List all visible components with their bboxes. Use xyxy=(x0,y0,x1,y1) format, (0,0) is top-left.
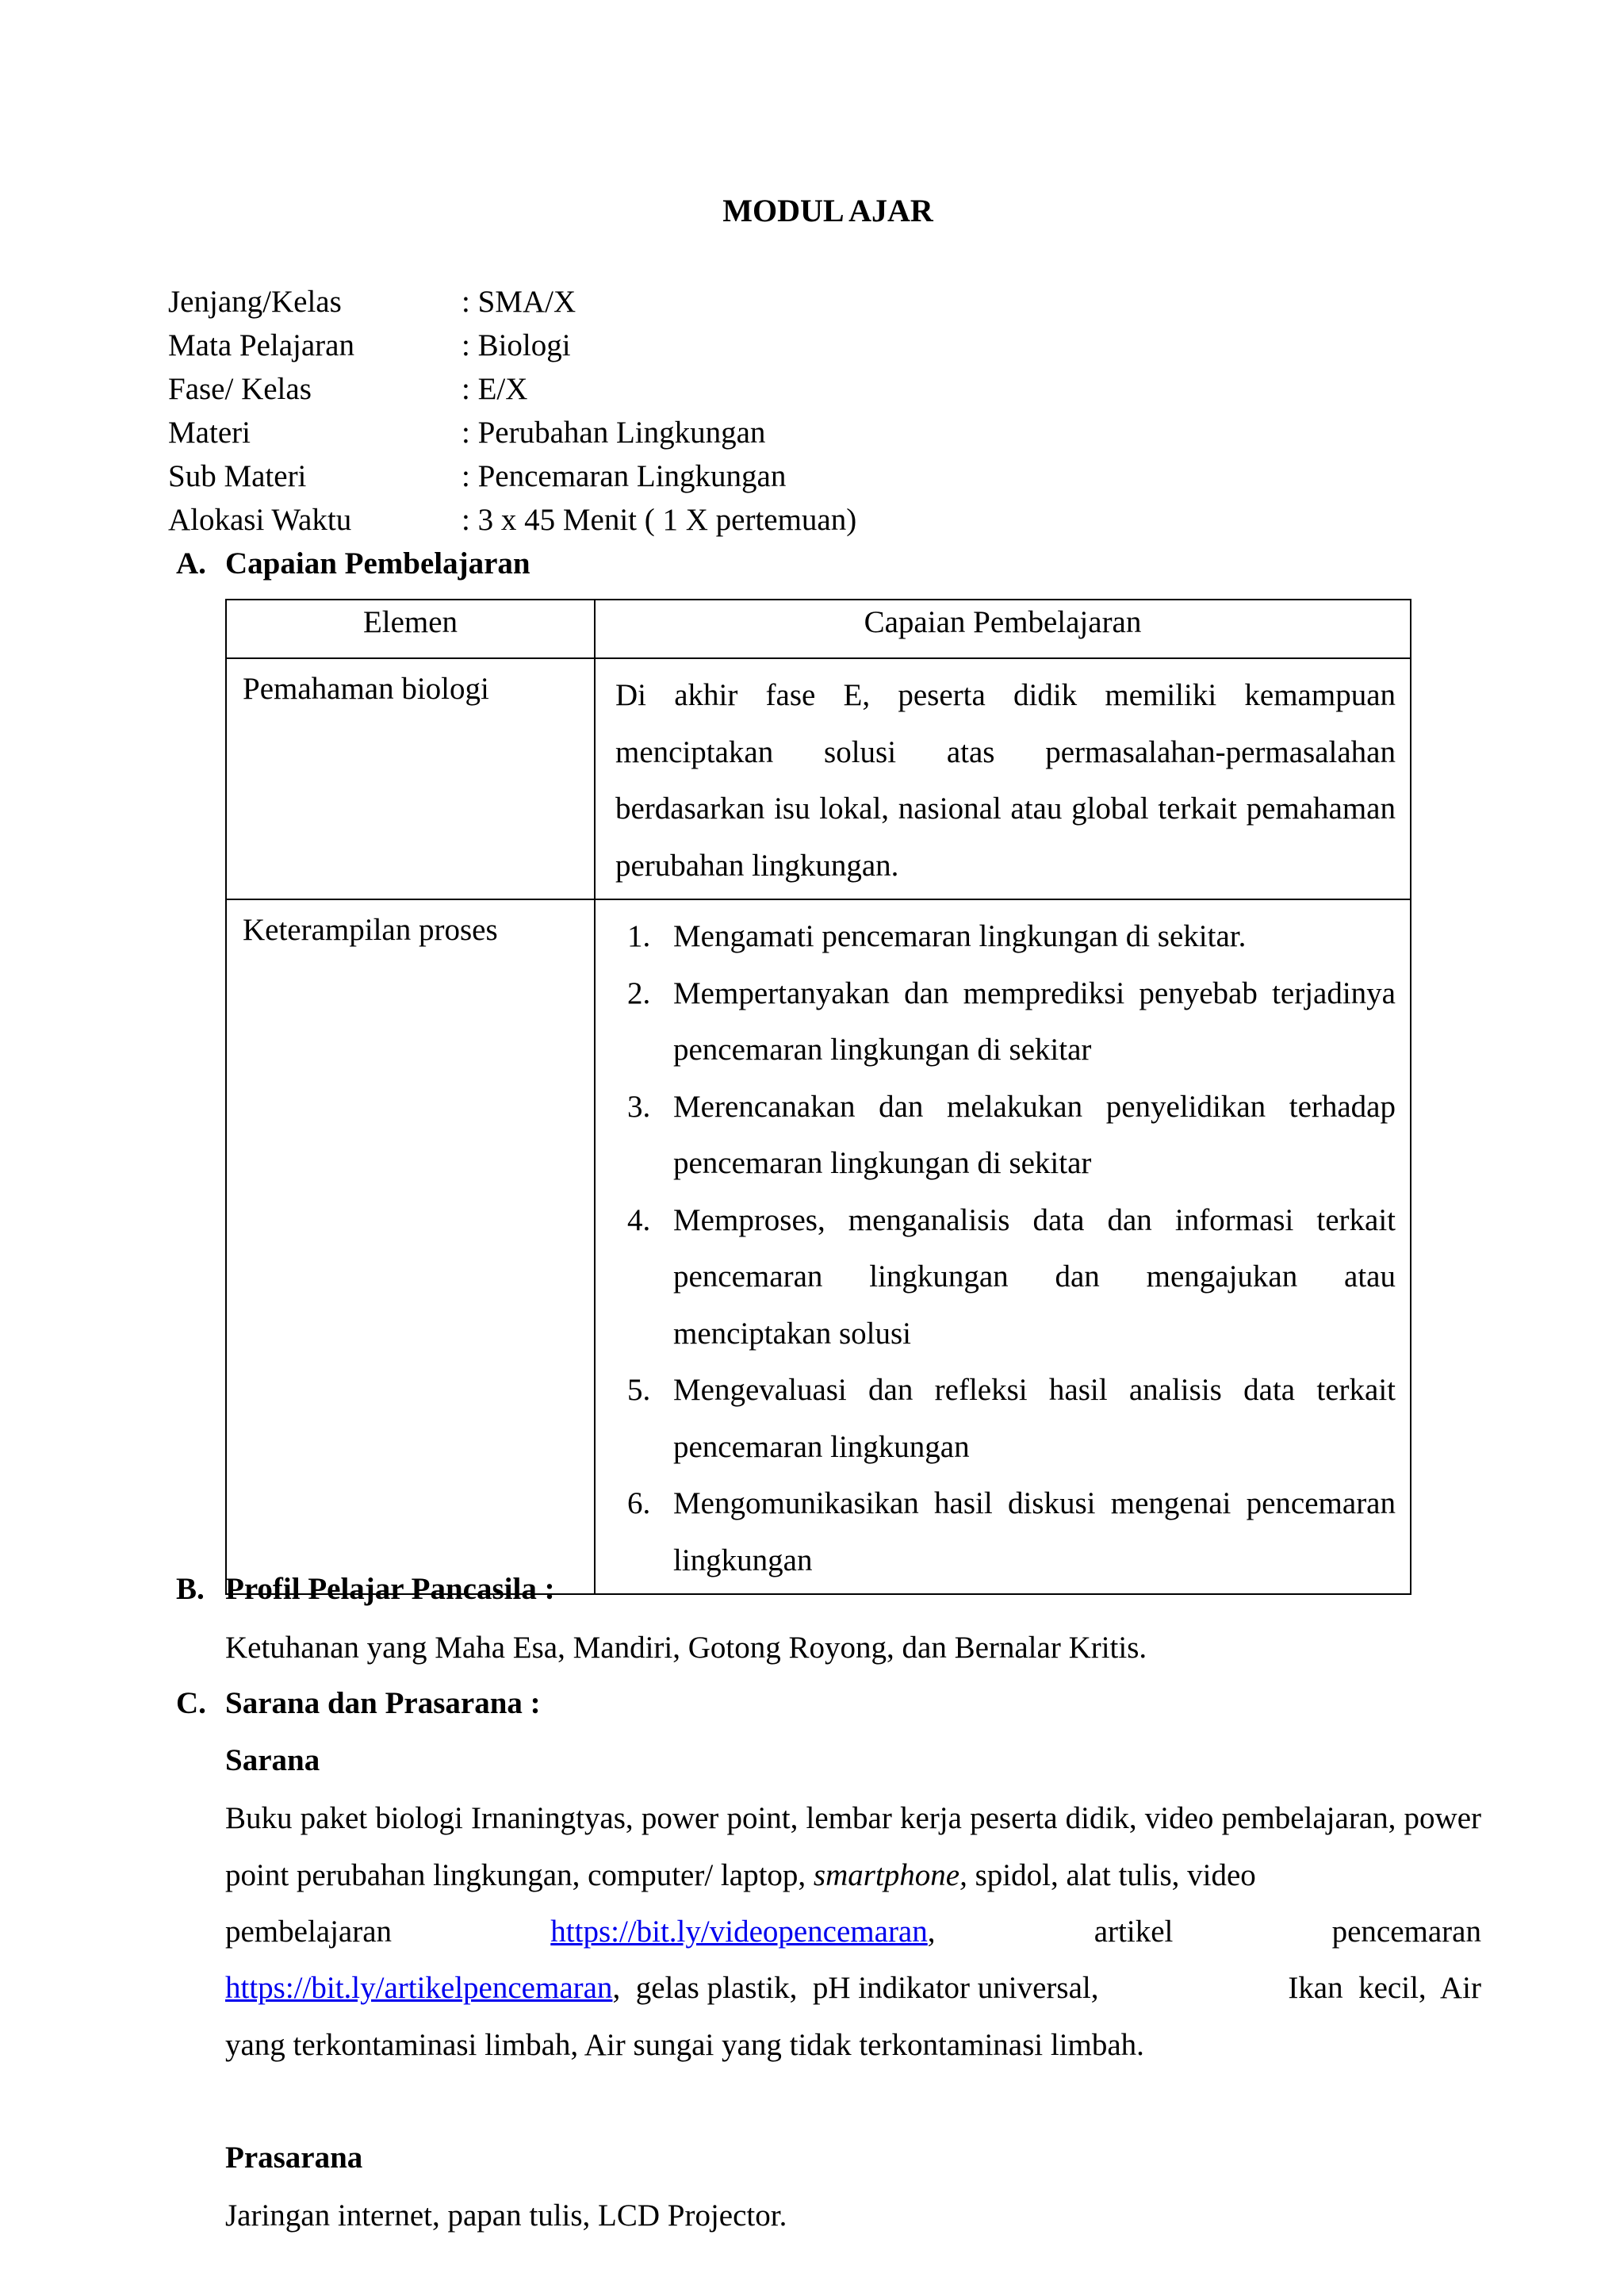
info-label: Sub Materi xyxy=(168,459,307,493)
sarana-line-video xyxy=(225,1903,1481,1961)
info-label: Materi xyxy=(168,416,251,450)
table-cell-text: Di akhir fase E, peserta didik memiliki kemampuan menciptakan solusi atas permasalahan-permasalahan berdasarkan isu lokal, nasional atau global terkait pemahaman perubahan lingkungan. xyxy=(595,658,1411,899)
info-label: Mata Pelajaran xyxy=(168,328,354,362)
line-word: pencemaran xyxy=(1331,1915,1481,1949)
info-value: : 3 x 45 Menit ( 1 X pertemuan) xyxy=(462,503,857,537)
section-title: Capaian Pembelajaran xyxy=(225,546,530,581)
list-item xyxy=(615,1192,1396,1363)
prasarana-heading: Prasarana xyxy=(225,2141,363,2175)
sarana-italic-word: smartphone, xyxy=(813,1857,967,1892)
section-letter: B. xyxy=(176,1572,205,1606)
list-text: Merencanakan dan melakukan penyelidikan terhadap pencemaran lingkungan di sekitar xyxy=(673,1089,1396,1180)
line-word: pembelajaran xyxy=(225,1915,393,1949)
justified-line xyxy=(225,1903,1481,1961)
table-cell-element: Keterampilan proses xyxy=(226,899,595,1594)
info-value: : Pencemaran Lingkungan xyxy=(462,459,787,493)
document-title: MODUL AJAR xyxy=(722,193,933,228)
section-title: Profil Pelajar Pancasila : xyxy=(225,1572,555,1606)
info-value: : Perubahan Lingkungan xyxy=(462,416,766,450)
list-item xyxy=(615,1362,1396,1475)
list-number: 5. xyxy=(627,1373,651,1407)
line-link-group xyxy=(550,1903,935,1961)
table-header-cell: Capaian Pembelajaran xyxy=(595,600,1411,658)
video-link[interactable]: https://bit.ly/videopencemaran xyxy=(550,1915,928,1949)
line-text: , gelas plastik, pH indikator universal, xyxy=(612,1971,1099,2005)
table-row xyxy=(226,899,1411,1594)
list-text: Mengevaluasi dan refleksi hasil analisis data terkait pencemaran lingkungan xyxy=(673,1373,1396,1464)
list-item xyxy=(615,1475,1396,1589)
info-label: Fase/ Kelas xyxy=(168,372,312,406)
table-header-cell: Elemen xyxy=(226,600,595,658)
list-number: 2. xyxy=(627,976,651,1010)
sarana-heading: Sarana xyxy=(225,1743,320,1777)
proses-list xyxy=(615,908,1396,1589)
info-label: Alokasi Waktu xyxy=(168,503,352,537)
list-number: 1. xyxy=(627,919,651,953)
info-label: Jenjang/Kelas xyxy=(168,285,342,319)
table-cell-element: Pemahaman biologi xyxy=(226,658,595,899)
sarana-line-artikel xyxy=(225,1960,1481,2017)
list-item xyxy=(615,908,1396,965)
table-row xyxy=(226,658,1411,899)
artikel-link[interactable]: https://bit.ly/artikelpencemaran xyxy=(225,1971,613,2005)
list-number: 3. xyxy=(627,1089,651,1124)
prasarana-text: Jaringan internet, papan tulis, LCD Projector. xyxy=(225,2198,787,2233)
sarana-line-end: yang terkontaminasi limbah, Air sungai yang tidak terkontaminasi limbah. xyxy=(225,2028,1144,2062)
info-value: : E/X xyxy=(462,372,528,406)
list-item xyxy=(615,1079,1396,1192)
table-cell-list xyxy=(595,899,1411,1594)
sarana-text-part: Buku paket biologi Irnaningtyas, power point, lembar kerja peserta didik, video pembelajaran, power point perubahan lingkungan, computer/ laptop, xyxy=(225,1801,1481,1892)
line-text: Ikan kecil, Air xyxy=(1288,1971,1481,2005)
line-word: artikel xyxy=(1094,1915,1174,1949)
info-value: : SMA/X xyxy=(462,285,576,319)
list-number: 4. xyxy=(627,1202,651,1237)
justified-line xyxy=(225,1960,1481,2017)
info-value: : Biologi xyxy=(462,328,571,362)
profil-text: Ketuhanan yang Maha Esa, Mandiri, Gotong Royong, dan Bernalar Kritis. xyxy=(225,1631,1147,1665)
list-text: Mempertanyakan dan memprediksi penyebab terjadinya pencemaran lingkungan di sekitar xyxy=(673,976,1396,1067)
section-letter: C. xyxy=(176,1686,206,1720)
line-link-group xyxy=(225,1960,1099,2017)
section-title: Sarana dan Prasarana : xyxy=(225,1686,541,1720)
section-letter: A. xyxy=(176,546,206,581)
sarana-text xyxy=(225,1790,1481,1903)
list-text: Mengomunikasikan hasil diskusi mengenai pencemaran lingkungan xyxy=(673,1486,1396,1577)
sarana-text-part: spidol, alat tulis, video xyxy=(975,1857,1256,1892)
list-text: Mengamati pencemaran lingkungan di sekitar. xyxy=(673,919,1247,953)
table-header-row xyxy=(226,600,1411,658)
list-text: Memproses, menganalisis data dan informasi terkait pencemaran lingkungan dan mengajukan atau menciptakan solusi xyxy=(673,1202,1396,1351)
line-comma: , xyxy=(927,1915,936,1949)
list-item xyxy=(615,965,1396,1079)
list-number: 6. xyxy=(627,1486,651,1520)
capaian-table xyxy=(225,599,1411,1595)
